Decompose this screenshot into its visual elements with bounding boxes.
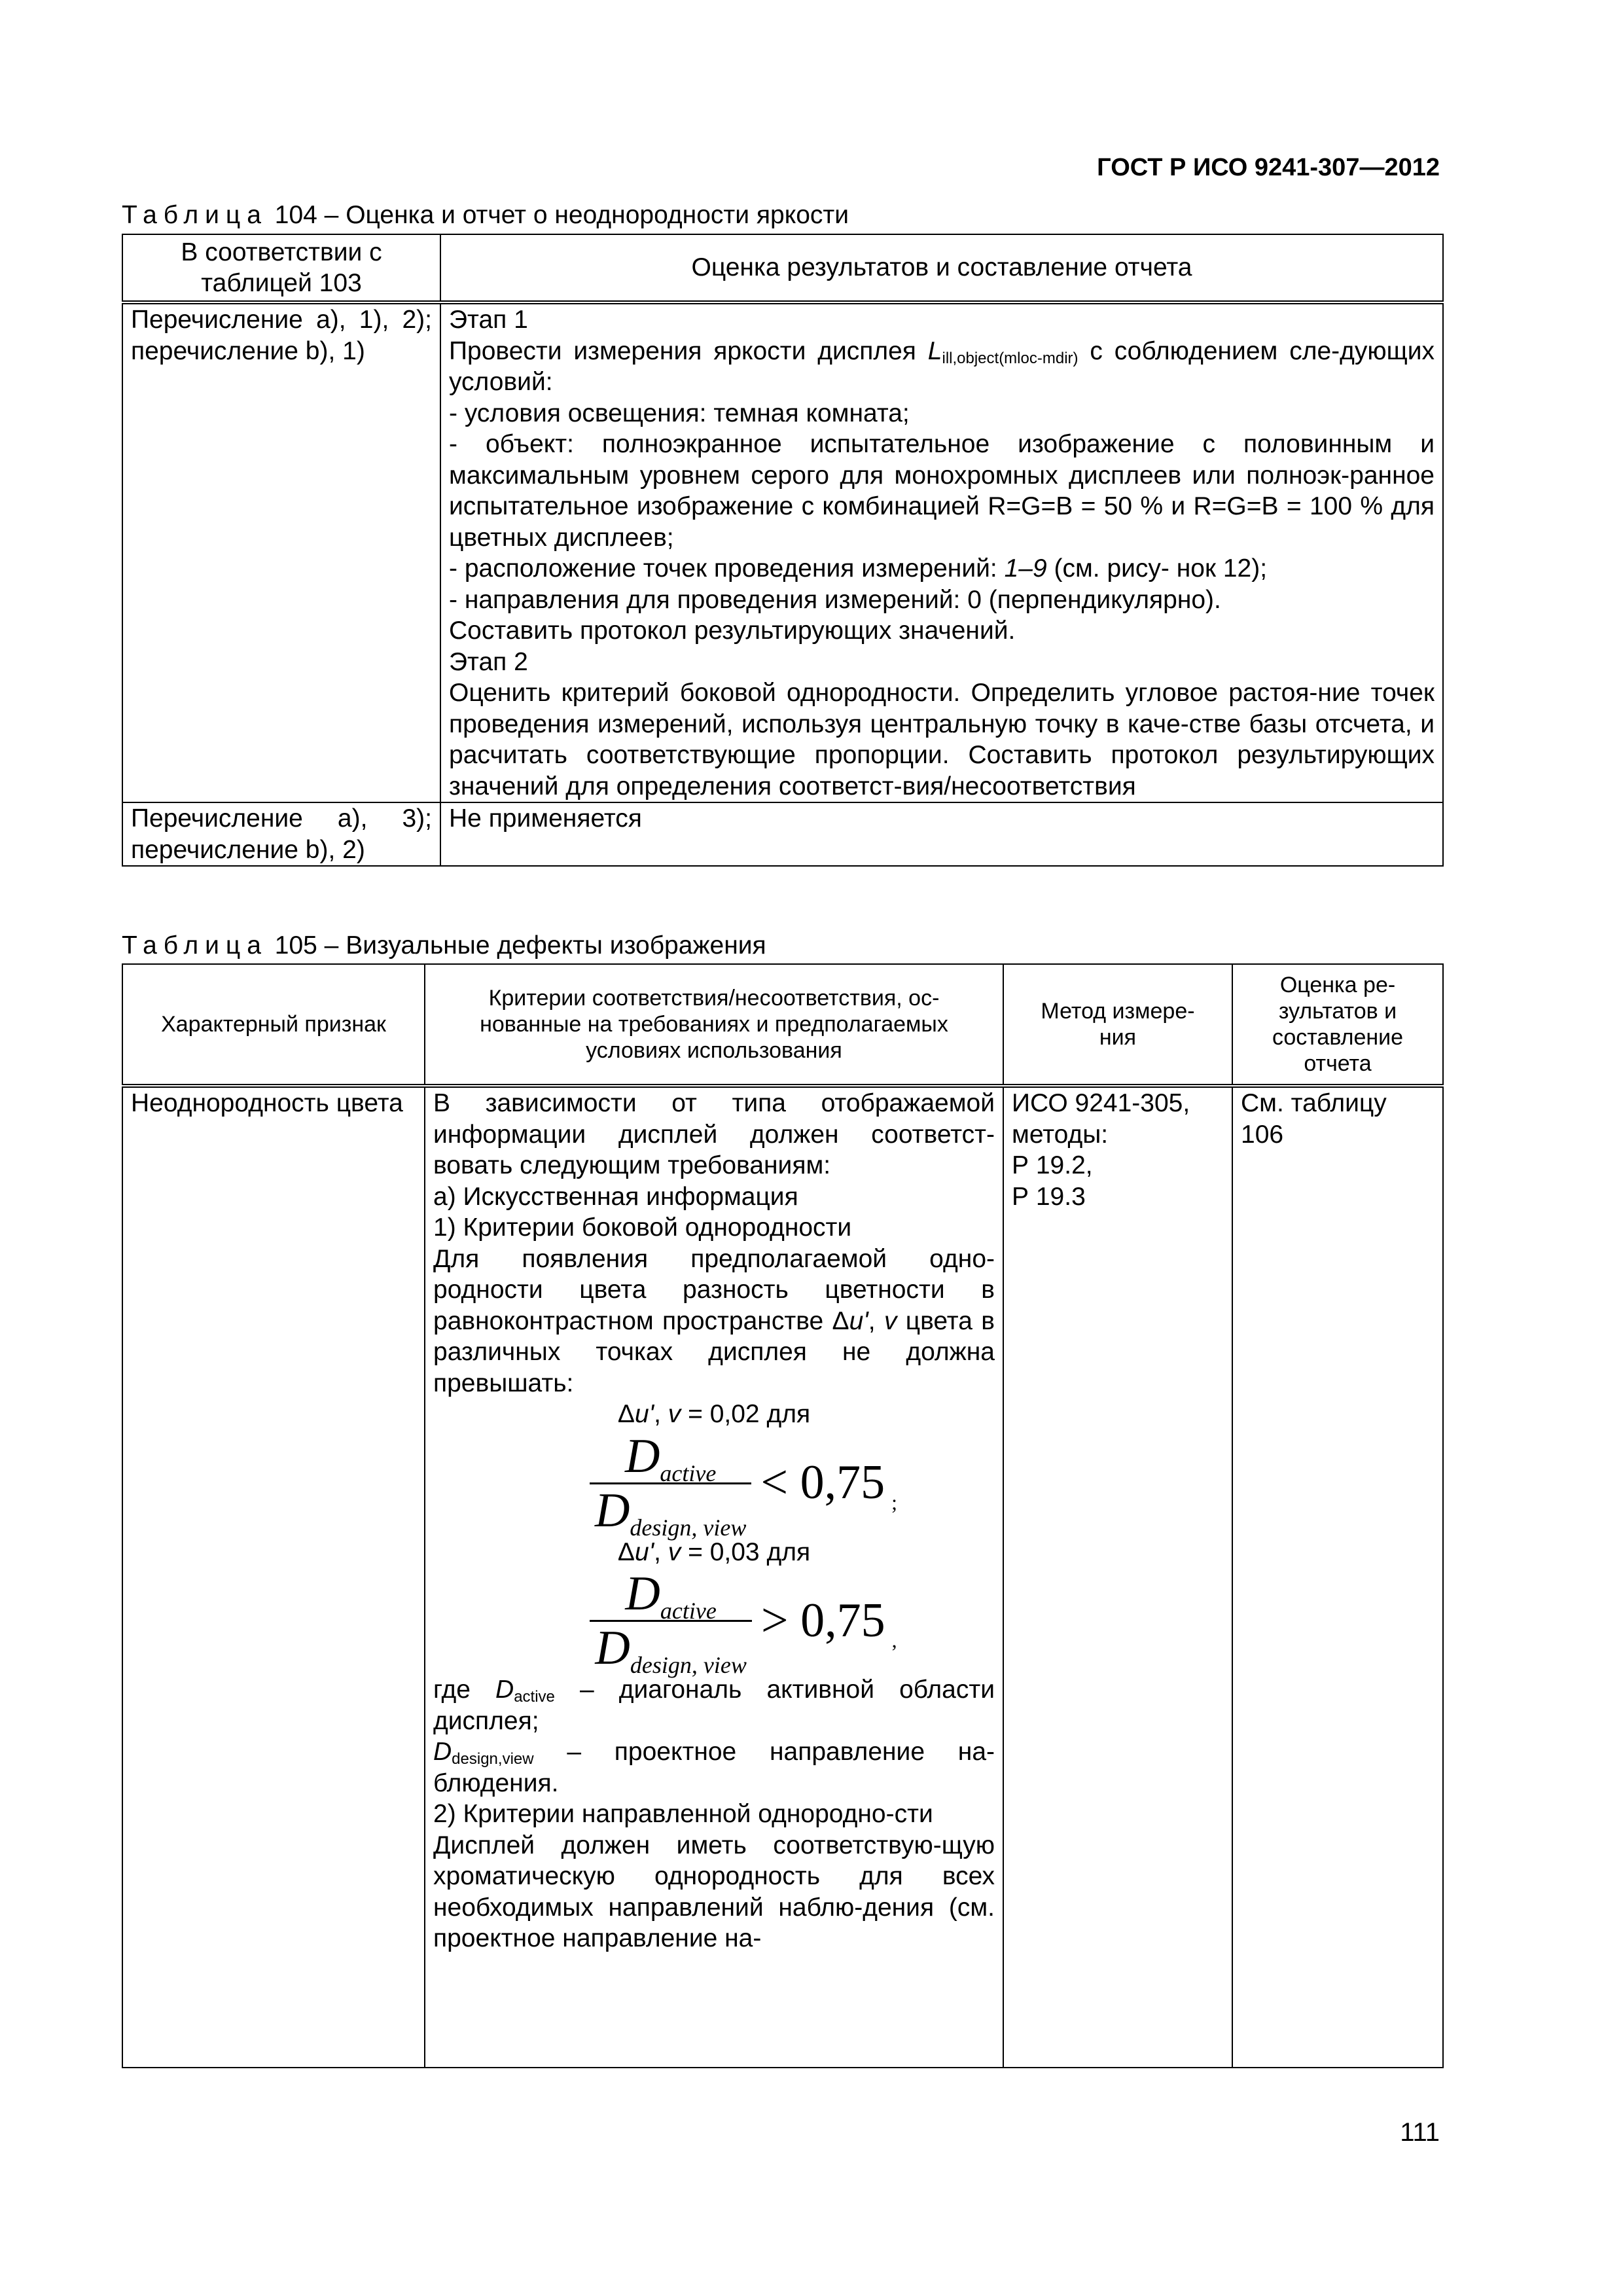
active-subscript: active — [514, 1688, 555, 1706]
relation — [760, 1593, 885, 1647]
measure-text — [449, 336, 1435, 398]
row-criteria-cell — [425, 1086, 1003, 2068]
denominator — [590, 1621, 751, 1678]
table-104-caption — [122, 200, 849, 230]
d-symbol: D — [625, 1567, 660, 1621]
punctuation: ; — [891, 1490, 898, 1515]
numerator — [620, 1567, 721, 1624]
criteria-intro: В зависимости от типа отображаемой информации дисплей должен соответст-вовать следующим требованиям: — [433, 1089, 995, 1179]
condition-line-1: Δu', v = 0,02 для — [617, 1400, 811, 1428]
table-row — [122, 1086, 1443, 2068]
table-105-header-row — [122, 964, 1443, 1086]
condition-locations — [449, 553, 1435, 584]
criteria-para-2: Дисплей должен иметь соответствую-щую хроматическую однородность для всех необходимых направлений наблю-дения (см. проектное направление на- — [433, 1831, 995, 1952]
denominator — [590, 1483, 751, 1541]
table-104 — [122, 234, 1444, 867]
criteria-item-a: а) Искусственная информация — [433, 1182, 798, 1211]
header-cell-evaluation: Оценка результатов и составление отчета — [440, 234, 1443, 302]
delta-symbol: Δ — [617, 1537, 635, 1566]
caption-word: Таблица — [122, 931, 268, 960]
measure-text-post: с соблюдением сле-дующих условий: — [449, 336, 1435, 396]
d-symbol: D — [495, 1676, 514, 1704]
condition-object: - объект: полноэкранное испытательное изображение с половинным и максимальным уровнем серого для монохромных дисплеев или полноэк-ранное испытательное изображение с комбинацией R=G=B = 50 % и R=G=B = 100 % для цветных дисплеев; — [449, 430, 1435, 552]
header-cell-feature: Характерный признак — [122, 964, 425, 1086]
where-active — [433, 1674, 995, 1736]
d-symbol: D — [624, 1429, 660, 1483]
punctuation: , — [891, 1628, 897, 1652]
evaluate-text: Оценить критерий боковой однородности. Определить угловое растоя-ние точек проведения измерений, используя центральную точку в каче-стве базы отсчета, и расчитать соответствующие пропорции. Составить протокол результирующих значений для определения соответст-вия/несоответствия — [449, 679, 1435, 800]
condition-directions: - направления для проведения измерений: 0 (перпендикулярно). — [449, 585, 1221, 614]
numerator — [620, 1429, 721, 1486]
luminance-subscript: ill,object(mloc-mdir) — [942, 349, 1079, 367]
condition-locations-points: 1–9 — [1004, 554, 1047, 583]
fraction — [590, 1567, 751, 1678]
v-symbol: v — [668, 1400, 681, 1428]
table-row — [122, 302, 1443, 802]
v-symbol: v — [668, 1537, 681, 1566]
fraction — [590, 1429, 751, 1541]
formula-greater-than — [433, 1567, 995, 1678]
row-evaluation-cell: Не применяется — [440, 802, 1443, 866]
v-symbol: v — [883, 1306, 897, 1335]
criteria-para-1: Для появления предполагаемой одно-родности цвета разность цветности в равноконтрастном пространстве Δu', v цвета в различных точках дисплея не должна превышать: — [433, 1244, 995, 1397]
d-symbol: D — [594, 1483, 630, 1537]
caption-text: 105 – Визуальные дефекты изображения — [267, 931, 766, 960]
header-cell-criteria: Критерии соответствия/несоответствия, ос- нованные на требованиях и предполагаемых условиях использования — [425, 964, 1003, 1086]
delta-symbol: Δ — [832, 1306, 849, 1335]
table-104-header-row — [122, 234, 1443, 302]
stage-2-label: Этап 2 — [449, 647, 528, 676]
condition-locations-pre: - расположение точек проведения измерений: — [449, 554, 1005, 583]
header-cell-reporting: Оценка ре- зультатов и составление отчета — [1232, 964, 1443, 1086]
row-feature-cell: Неоднородность цвета — [122, 1086, 425, 2068]
where-design — [433, 1736, 995, 1799]
ratio-value: 0,75 — [800, 1593, 885, 1647]
protocol-text: Составить протокол результирующих значений. — [449, 617, 1016, 645]
condition-lighting: - условия освещения: темная комната; — [449, 399, 910, 427]
design-subscript: design, view — [630, 1514, 747, 1541]
header-cell-conformity: В соответствии с таблицей 103 — [122, 234, 440, 302]
design-subscript: design,view — [452, 1750, 534, 1768]
luminance-symbol: L — [927, 336, 942, 365]
active-subscript: active — [660, 1460, 717, 1486]
where-word: где — [433, 1676, 496, 1704]
caption-text: 104 – Оценка и отчет о неоднородности яркости — [267, 201, 849, 229]
d-symbol: D — [595, 1621, 630, 1675]
measure-text-pre: Провести измерения яркости дисплея — [449, 336, 928, 365]
condition-locations-post: (см. рису- нок 12); — [1046, 554, 1268, 583]
for-word: для — [766, 1400, 811, 1428]
row-method-cell: ИСО 9241-305, методы: Р 19.2, Р 19.3 — [1003, 1086, 1232, 2068]
para1-post: цвета в различных точках дисплея не должна превышать: — [433, 1306, 995, 1397]
criteria-item-1: 1) Критерии боковой однородности — [433, 1213, 852, 1242]
document-header: ГОСТ Р ИСО 9241-307—2012 — [1097, 154, 1440, 181]
u-symbol: u' — [634, 1400, 654, 1428]
threshold-value-2: 0,03 — [709, 1537, 760, 1566]
for-word: для — [766, 1537, 811, 1566]
table-105-caption — [122, 931, 766, 961]
caption-word: Таблица — [122, 201, 268, 229]
page-number: 111 — [1400, 2118, 1440, 2147]
active-subscript: active — [660, 1598, 717, 1624]
greater-than-sign: > — [760, 1593, 789, 1647]
row-conformity-cell: Перечисление а), 1), 2); перечисление b), 1) — [122, 302, 440, 802]
less-than-sign: < — [760, 1456, 789, 1510]
relation — [760, 1456, 885, 1510]
u-symbol: u' — [849, 1306, 868, 1335]
where-active-text: – диагональ активной области дисплея; — [433, 1676, 995, 1735]
row-evaluation-cell — [440, 302, 1443, 802]
u-symbol: u' — [634, 1537, 654, 1566]
row-conformity-cell: Перечисление а), 3); перечисление b), 2) — [122, 802, 440, 866]
criteria-item-2: 2) Критерии направленной однородно-сти — [433, 1800, 933, 1828]
delta-symbol: Δ — [617, 1400, 635, 1428]
header-cell-method: Метод измере- ния — [1003, 964, 1232, 1086]
table-105 — [122, 963, 1444, 2068]
stage-1-label: Этап 1 — [449, 306, 528, 334]
design-subscript: design, view — [630, 1652, 747, 1678]
formula-less-than — [433, 1429, 995, 1541]
row-reporting-cell: См. таблицу 106 — [1232, 1086, 1443, 2068]
d-symbol: D — [433, 1738, 452, 1766]
table-row — [122, 802, 1443, 866]
ratio-value: 0,75 — [800, 1456, 885, 1510]
threshold-value-1: 0,02 — [709, 1400, 760, 1428]
where-design-text: – проектное направление на-блюдения. — [433, 1738, 995, 1797]
para1-pre: Для появления предполагаемой одно-родности цвета разность цветности в равноконтрастном пространстве — [433, 1244, 995, 1335]
condition-line-2: Δu', v = 0,03 для — [617, 1537, 811, 1566]
